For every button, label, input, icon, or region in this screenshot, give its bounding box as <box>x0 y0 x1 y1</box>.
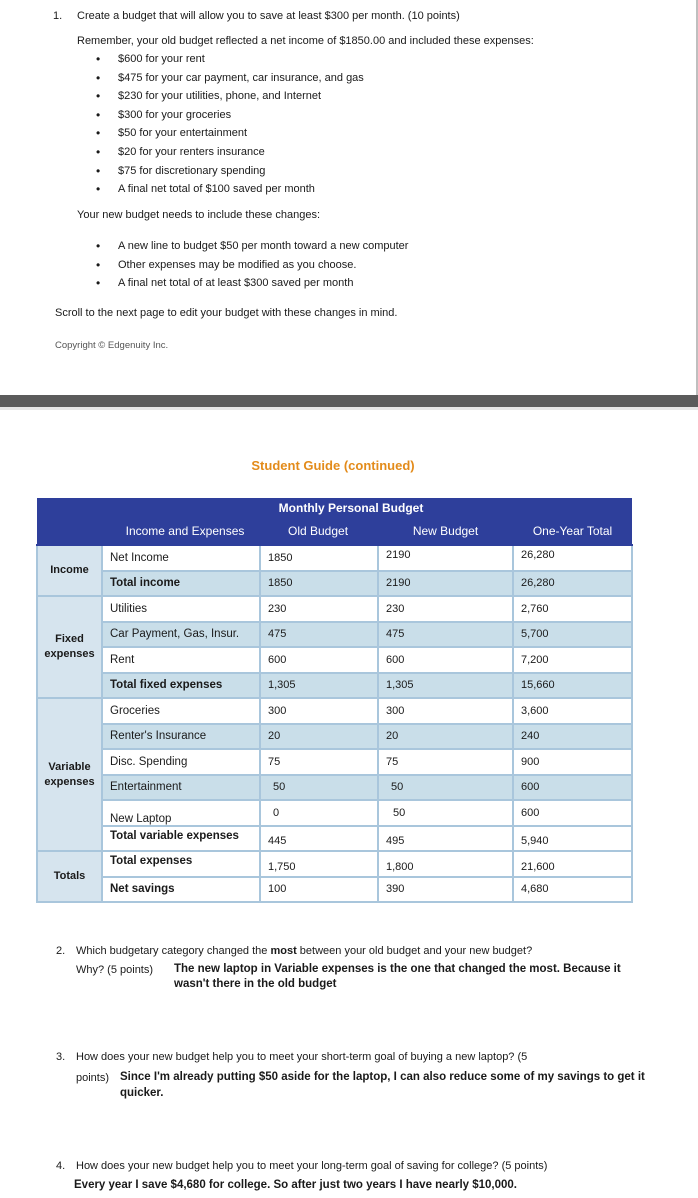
list-item: • $50 for your entertainment <box>96 126 364 145</box>
row-label: Entertainment <box>102 775 260 801</box>
old-budget-value[interactable]: 1850 <box>260 571 378 597</box>
list-item: • A final net total of at least $300 saved per month <box>96 276 408 295</box>
question-2-text <box>76 944 532 958</box>
question-4-text: How does your new budget help you to meet your long-term goal of saving for college? (5 points) <box>76 1160 548 1172</box>
category-income: Income <box>37 545 102 596</box>
question-2-line2: Why? (5 points) <box>76 964 154 976</box>
table-row <box>37 596 632 622</box>
scroll-note: Scroll to the next page to edit your budget with these changes in mind. <box>55 307 398 319</box>
row-label: Car Payment, Gas, Insur. <box>102 622 260 648</box>
one-year-value[interactable]: 2,760 <box>513 596 632 622</box>
row-label: Net Income <box>102 545 260 571</box>
old-budget-value[interactable]: 445 <box>260 826 378 852</box>
old-expenses-list <box>96 52 364 201</box>
one-year-value[interactable]: 600 <box>513 800 632 826</box>
question-2-emphasis: most <box>270 945 297 957</box>
answer-3-line2[interactable]: quicker. <box>120 1087 164 1099</box>
one-year-value[interactable]: 26,280 <box>513 571 632 597</box>
row-label: Total variable expenses <box>102 826 260 852</box>
row-label: Utilities <box>102 596 260 622</box>
old-budget-value[interactable]: 230 <box>260 596 378 622</box>
old-budget-value[interactable]: 100 <box>260 877 378 903</box>
category-fixed: Fixed expenses <box>37 596 102 698</box>
document-page-1 <box>0 0 698 395</box>
header-new-budget: New Budget <box>378 518 513 545</box>
question-2-number: 2. <box>56 945 66 957</box>
table-row <box>37 622 632 648</box>
table-row <box>37 545 632 571</box>
old-budget-value[interactable]: 1,305 <box>260 673 378 699</box>
one-year-value[interactable]: 4,680 <box>513 877 632 903</box>
list-item: • $75 for discretionary spending <box>96 164 364 183</box>
old-budget-value[interactable]: 1850 <box>260 545 378 571</box>
changes-intro: Your new budget needs to include these changes: <box>77 209 320 221</box>
answer-4[interactable]: Every year I save $4,680 for college. So after just two years I have nearly $10,000. <box>74 1179 518 1191</box>
one-year-value[interactable]: 21,600 <box>513 851 632 877</box>
new-budget-value[interactable]: 2190 <box>378 571 513 597</box>
remember-text: Remember, your old budget reflected a net income of $1850.00 and included these expenses: <box>77 35 534 47</box>
one-year-value[interactable]: 7,200 <box>513 647 632 673</box>
question-2-part2: between your old budget and your new budget? <box>296 945 533 957</box>
table-row <box>37 698 632 724</box>
question-3-number: 3. <box>56 1051 66 1063</box>
row-label: Total expenses <box>102 851 260 877</box>
table-row <box>37 800 632 826</box>
one-year-value[interactable]: 15,660 <box>513 673 632 699</box>
new-budget-value[interactable]: 1,800 <box>378 851 513 877</box>
answer-2-line2[interactable]: wasn't there in the old budget <box>174 978 337 990</box>
one-year-value[interactable]: 240 <box>513 724 632 750</box>
question-1-number: 1. <box>53 10 63 22</box>
new-budget-value[interactable]: 50 <box>378 800 513 826</box>
old-budget-value[interactable]: 300 <box>260 698 378 724</box>
old-budget-value[interactable]: 75 <box>260 749 378 775</box>
new-budget-value[interactable]: 230 <box>378 596 513 622</box>
list-item: • $20 for your renters insurance <box>96 145 364 164</box>
old-budget-value[interactable]: 475 <box>260 622 378 648</box>
header-old-budget: Old Budget <box>260 518 378 545</box>
old-budget-value[interactable]: 600 <box>260 647 378 673</box>
table-row <box>37 647 632 673</box>
list-item: • $300 for your groceries <box>96 108 364 127</box>
category-totals: Totals <box>37 851 102 902</box>
page-separator <box>0 395 698 407</box>
new-budget-value[interactable]: 600 <box>378 647 513 673</box>
row-label: Renter's Insurance <box>102 724 260 750</box>
new-budget-value[interactable]: 75 <box>378 749 513 775</box>
new-budget-value[interactable]: 50 <box>378 775 513 801</box>
table-title: Monthly Personal Budget <box>37 498 632 518</box>
answer-3-line1[interactable]: Since I'm already putting $50 aside for the laptop, I can also reduce some of my savings to get it <box>120 1071 645 1083</box>
new-budget-value[interactable]: 1,305 <box>378 673 513 699</box>
one-year-value[interactable]: 3,600 <box>513 698 632 724</box>
table-row <box>37 826 632 852</box>
old-budget-value[interactable]: 0 <box>260 800 378 826</box>
copyright-text: Copyright © Edgenuity Inc. <box>55 340 169 351</box>
row-label: Disc. Spending <box>102 749 260 775</box>
category-variable: Variable expenses <box>37 698 102 851</box>
row-label: Total income <box>102 571 260 597</box>
row-label: Groceries <box>102 698 260 724</box>
row-label: New Laptop <box>102 800 260 826</box>
table-row <box>37 775 632 801</box>
new-budget-value[interactable]: 475 <box>378 622 513 648</box>
list-item: • $600 for your rent <box>96 52 364 71</box>
table-row <box>37 749 632 775</box>
question-4-number: 4. <box>56 1160 66 1172</box>
old-budget-value[interactable]: 20 <box>260 724 378 750</box>
table-row <box>37 673 632 699</box>
answer-2-line1[interactable]: The new laptop in Variable expenses is the one that changed the most. Because it <box>174 963 621 975</box>
list-item: • A new line to budget $50 per month toward a new computer <box>96 239 408 258</box>
question-2-part1: Which budgetary category changed the <box>76 945 271 957</box>
new-budget-value[interactable]: 300 <box>378 698 513 724</box>
one-year-value[interactable]: 5,700 <box>513 622 632 648</box>
header-one-year-total: One-Year Total <box>513 518 632 545</box>
question-3-text: How does your new budget help you to meet your short-term goal of buying a new laptop? (5 <box>76 1051 528 1063</box>
question-3-line2: points) <box>76 1072 110 1084</box>
header-income-expenses: Income and Expenses <box>37 518 260 545</box>
new-budget-value[interactable]: 495 <box>378 826 513 852</box>
list-item: • $475 for your car payment, car insurance, and gas <box>96 71 364 90</box>
monthly-budget-table <box>36 498 633 903</box>
old-budget-value[interactable]: 50 <box>260 775 378 801</box>
one-year-value[interactable]: 26,280 <box>513 545 632 571</box>
row-label: Total fixed expenses <box>102 673 260 699</box>
document-page-2[interactable] <box>0 410 698 1198</box>
list-item: • $230 for your utilities, phone, and Internet <box>96 89 364 108</box>
new-budget-value[interactable]: 2190 <box>378 545 513 571</box>
new-budget-value[interactable]: 20 <box>378 724 513 750</box>
table-row <box>37 571 632 597</box>
list-item: • Other expenses may be modified as you choose. <box>96 258 408 277</box>
changes-list <box>96 239 408 295</box>
one-year-value[interactable]: 600 <box>513 775 632 801</box>
one-year-value[interactable]: 900 <box>513 749 632 775</box>
new-budget-value[interactable]: 390 <box>378 877 513 903</box>
row-label: Rent <box>102 647 260 673</box>
table-row <box>37 851 632 877</box>
list-item: • A final net total of $100 saved per month <box>96 182 364 201</box>
table-row <box>37 877 632 903</box>
row-label: Net savings <box>102 877 260 903</box>
table-row <box>37 724 632 750</box>
student-guide-title: Student Guide (continued) <box>251 458 415 473</box>
question-1-text: Create a budget that will allow you to save at least $300 per month. (10 points) <box>77 10 460 22</box>
one-year-value[interactable]: 5,940 <box>513 826 632 852</box>
old-budget-value[interactable]: 1,750 <box>260 851 378 877</box>
